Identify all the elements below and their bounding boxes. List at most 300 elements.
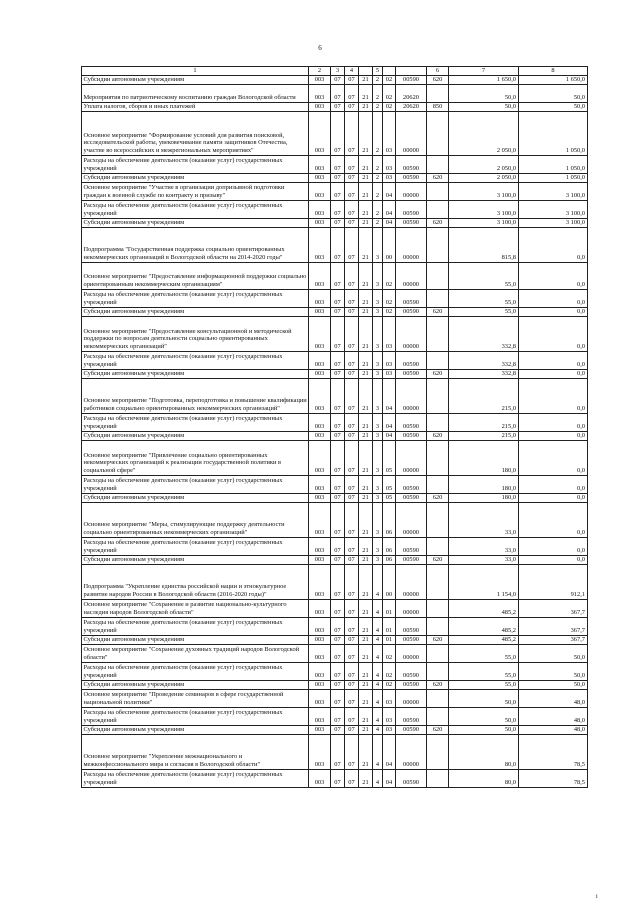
expense-type-cell [427, 769, 449, 787]
sum-2019-cell: 50,0 [449, 102, 519, 111]
sum-2019-cell: 180,0 [449, 440, 519, 475]
direction-cell: 00590 [396, 173, 427, 182]
program-cell: 21 [359, 218, 373, 227]
program-cell: 21 [359, 316, 373, 351]
sum-2020-cell: 50,0 [519, 662, 588, 680]
header-cell: 8 [519, 67, 588, 76]
sum-2020-cell: 0,0 [519, 307, 588, 316]
sum-2019-cell: 50,0 [449, 725, 519, 734]
section-cell: 07 [331, 378, 345, 413]
event-cell: 02 [383, 289, 396, 307]
admin-code-cell: 003 [309, 440, 331, 475]
admin-code-cell: 003 [309, 84, 331, 102]
event-cell: 04 [383, 431, 396, 440]
subprogram-cell: 4 [373, 680, 383, 689]
header-cell [383, 67, 396, 76]
sum-2019-cell: 80,0 [449, 769, 519, 787]
subprogram-cell: 2 [373, 155, 383, 173]
subprogram-cell: 3 [373, 493, 383, 502]
section-cell: 07 [331, 200, 345, 218]
program-cell: 21 [359, 440, 373, 475]
event-cell: 01 [383, 635, 396, 644]
event-cell: 02 [383, 644, 396, 662]
table-row [82, 84, 588, 102]
event-cell: 02 [383, 307, 396, 316]
name-cell: Основное мероприятие "Подготовка, переподготовка и повышение квалификации работников социально ориентированных некоммерческих организаций" [82, 378, 309, 413]
subsection-cell: 07 [345, 564, 359, 599]
sum-2020-cell: 1 050,0 [519, 173, 588, 182]
direction-cell: 00000 [396, 502, 427, 537]
sum-2019-cell: 3 100,0 [449, 200, 519, 218]
direction-cell: 00000 [396, 316, 427, 351]
admin-code-cell: 003 [309, 378, 331, 413]
name-cell: Субсидии автономным учреждениям [82, 307, 309, 316]
table-row [82, 644, 588, 662]
section-cell: 07 [331, 493, 345, 502]
table-row [82, 351, 588, 369]
subsection-cell: 07 [345, 182, 359, 200]
header-cell: 4 [345, 67, 359, 76]
expense-type-cell [427, 351, 449, 369]
sum-2019-cell: 55,0 [449, 262, 519, 289]
section-cell: 07 [331, 75, 345, 84]
sum-2019-cell: 1 154,0 [449, 564, 519, 599]
subprogram-cell: 3 [373, 262, 383, 289]
expense-type-cell [427, 289, 449, 307]
sum-2020-cell: 50,0 [519, 84, 588, 102]
expense-type-cell [427, 155, 449, 173]
name-cell: Субсидии автономным учреждениям [82, 173, 309, 182]
sum-2020-cell: 0,0 [519, 555, 588, 564]
expense-type-cell [427, 537, 449, 555]
name-cell: Субсидии автономным учреждениям [82, 75, 309, 84]
sum-2019-cell: 33,0 [449, 555, 519, 564]
admin-code-cell: 003 [309, 227, 331, 262]
table-row [82, 555, 588, 564]
section-cell: 07 [331, 555, 345, 564]
sum-2020-cell: 0,0 [519, 431, 588, 440]
table-row [82, 707, 588, 725]
expense-type-cell: 620 [427, 431, 449, 440]
sum-2020-cell: 3 100,0 [519, 182, 588, 200]
admin-code-cell: 003 [309, 369, 331, 378]
direction-cell: 00590 [396, 617, 427, 635]
sum-2019-cell: 215,0 [449, 378, 519, 413]
name-cell: Расходы на обеспечение деятельности (оказание услуг) государственных учреждений [82, 200, 309, 218]
program-cell: 21 [359, 769, 373, 787]
admin-code-cell: 003 [309, 75, 331, 84]
subprogram-cell: 4 [373, 707, 383, 725]
table-body [82, 67, 588, 788]
sum-2019-cell: 3 100,0 [449, 218, 519, 227]
header-cell: 6 [427, 67, 449, 76]
subprogram-cell: 3 [373, 555, 383, 564]
subsection-cell: 07 [345, 431, 359, 440]
expense-type-cell [427, 200, 449, 218]
event-cell: 03 [383, 155, 396, 173]
section-cell: 07 [331, 769, 345, 787]
subprogram-cell: 4 [373, 564, 383, 599]
subprogram-cell: 2 [373, 200, 383, 218]
name-cell: Основное мероприятие "Сохранение духовных традиций народов Вологодской области" [82, 644, 309, 662]
event-cell: 02 [383, 262, 396, 289]
program-cell: 21 [359, 413, 373, 431]
sum-2020-cell: 50,0 [519, 644, 588, 662]
expense-type-cell [427, 707, 449, 725]
admin-code-cell: 003 [309, 680, 331, 689]
section-cell: 07 [331, 289, 345, 307]
subprogram-cell: 3 [373, 475, 383, 493]
section-cell: 07 [331, 644, 345, 662]
admin-code-cell: 003 [309, 502, 331, 537]
section-cell: 07 [331, 182, 345, 200]
table-row [82, 680, 588, 689]
admin-code-cell: 003 [309, 555, 331, 564]
section-cell: 07 [331, 307, 345, 316]
expense-type-cell: 620 [427, 555, 449, 564]
admin-code-cell: 003 [309, 155, 331, 173]
direction-cell: 00000 [396, 262, 427, 289]
table-row [82, 662, 588, 680]
program-cell: 21 [359, 227, 373, 262]
expense-type-cell: 620 [427, 369, 449, 378]
table-row [82, 725, 588, 734]
event-cell: 03 [383, 111, 396, 155]
table-row [82, 413, 588, 431]
subprogram-cell: 3 [373, 227, 383, 262]
expense-type-cell: 620 [427, 218, 449, 227]
direction-cell: 00590 [396, 75, 427, 84]
section-cell: 07 [331, 369, 345, 378]
table-row [82, 173, 588, 182]
expense-type-cell [427, 617, 449, 635]
subsection-cell: 07 [345, 200, 359, 218]
table-row [82, 440, 588, 475]
name-cell: Основное мероприятие "Предоставление информационной поддержки социально ориентированным некоммерческим организациям" [82, 262, 309, 289]
name-cell: Основное мероприятие "Сохранение и развитие национально-культурного наследия народов Вологодской области" [82, 599, 309, 617]
expense-type-cell [427, 734, 449, 769]
expense-type-cell [427, 440, 449, 475]
direction-cell: 00590 [396, 725, 427, 734]
event-cell: 04 [383, 769, 396, 787]
expense-type-cell: 620 [427, 725, 449, 734]
program-cell: 21 [359, 369, 373, 378]
name-cell: Основное мероприятие "Участие в организации допризывной подготовки граждан к военной службе по контракту и призыву" [82, 182, 309, 200]
subsection-cell: 07 [345, 378, 359, 413]
event-cell: 00 [383, 564, 396, 599]
name-cell: Расходы на обеспечение деятельности (оказание услуг) государственных учреждений [82, 351, 309, 369]
subprogram-cell: 4 [373, 635, 383, 644]
expense-type-cell [427, 316, 449, 351]
sum-2020-cell: 0,0 [519, 502, 588, 537]
direction-cell: 00590 [396, 431, 427, 440]
sum-2019-cell: 3 100,0 [449, 182, 519, 200]
admin-code-cell: 003 [309, 662, 331, 680]
subprogram-cell: 3 [373, 369, 383, 378]
program-cell: 21 [359, 173, 373, 182]
table-row [82, 102, 588, 111]
table-row [82, 689, 588, 707]
expense-type-cell [427, 413, 449, 431]
subprogram-cell: 3 [373, 378, 383, 413]
expense-type-cell [427, 599, 449, 617]
subsection-cell: 07 [345, 102, 359, 111]
admin-code-cell: 003 [309, 111, 331, 155]
header-cell: 7 [449, 67, 519, 76]
admin-code-cell: 003 [309, 734, 331, 769]
admin-code-cell: 003 [309, 689, 331, 707]
admin-code-cell: 003 [309, 307, 331, 316]
direction-cell: 00000 [396, 644, 427, 662]
direction-cell: 00000 [396, 378, 427, 413]
expense-type-cell [427, 564, 449, 599]
subsection-cell: 07 [345, 635, 359, 644]
subprogram-cell: 3 [373, 440, 383, 475]
section-cell: 07 [331, 599, 345, 617]
table-row [82, 111, 588, 155]
subsection-cell: 07 [345, 440, 359, 475]
admin-code-cell: 003 [309, 635, 331, 644]
program-cell: 21 [359, 493, 373, 502]
sum-2020-cell: 48,0 [519, 689, 588, 707]
sum-2020-cell: 0,0 [519, 262, 588, 289]
event-cell: 03 [383, 707, 396, 725]
event-cell: 03 [383, 316, 396, 351]
sum-2020-cell: 50,0 [519, 680, 588, 689]
program-cell: 21 [359, 431, 373, 440]
name-cell: Расходы на обеспечение деятельности (оказание услуг) государственных учреждений [82, 289, 309, 307]
expense-type-cell: 620 [427, 307, 449, 316]
direction-cell: 00590 [396, 351, 427, 369]
event-cell: 04 [383, 218, 396, 227]
sum-2020-cell: 0,0 [519, 475, 588, 493]
admin-code-cell: 003 [309, 289, 331, 307]
admin-code-cell: 003 [309, 617, 331, 635]
expense-type-cell [427, 475, 449, 493]
subprogram-cell: 4 [373, 644, 383, 662]
header-cell: 5 [373, 67, 383, 76]
program-cell: 21 [359, 599, 373, 617]
event-cell: 04 [383, 378, 396, 413]
subsection-cell: 07 [345, 644, 359, 662]
expense-type-cell: 850 [427, 102, 449, 111]
expense-type-cell [427, 644, 449, 662]
direction-cell: 00590 [396, 537, 427, 555]
event-cell: 03 [383, 369, 396, 378]
event-cell: 06 [383, 502, 396, 537]
program-cell: 21 [359, 200, 373, 218]
name-cell: Расходы на обеспечение деятельности (оказание услуг) государственных учреждений [82, 413, 309, 431]
admin-code-cell: 003 [309, 218, 331, 227]
subsection-cell: 07 [345, 689, 359, 707]
section-cell: 07 [331, 111, 345, 155]
program-cell: 21 [359, 102, 373, 111]
header-cell [359, 67, 373, 76]
section-cell: 07 [331, 725, 345, 734]
expense-type-cell [427, 227, 449, 262]
admin-code-cell: 003 [309, 102, 331, 111]
sum-2019-cell: 80,0 [449, 734, 519, 769]
table-row [82, 635, 588, 644]
subprogram-cell: 4 [373, 617, 383, 635]
name-cell: Субсидии автономным учреждениям [82, 431, 309, 440]
program-cell: 21 [359, 537, 373, 555]
program-cell: 21 [359, 644, 373, 662]
direction-cell: 00000 [396, 227, 427, 262]
subsection-cell: 07 [345, 351, 359, 369]
event-cell: 03 [383, 173, 396, 182]
direction-cell: 00590 [396, 307, 427, 316]
section-cell: 07 [331, 707, 345, 725]
subsection-cell: 07 [345, 227, 359, 262]
section-cell: 07 [331, 262, 345, 289]
subprogram-cell: 4 [373, 689, 383, 707]
expense-type-cell [427, 182, 449, 200]
sum-2020-cell: 3 100,0 [519, 200, 588, 218]
name-cell: Расходы на обеспечение деятельности (оказание услуг) государственных учреждений [82, 475, 309, 493]
event-cell: 02 [383, 662, 396, 680]
admin-code-cell: 003 [309, 182, 331, 200]
table-row [82, 378, 588, 413]
sum-2019-cell: 180,0 [449, 475, 519, 493]
sum-2020-cell: 50,0 [519, 102, 588, 111]
sum-2020-cell: 78,5 [519, 734, 588, 769]
event-cell: 04 [383, 734, 396, 769]
section-cell: 07 [331, 734, 345, 769]
name-cell: Мероприятия по патриотическому воспитанию граждан Вологодской области [82, 84, 309, 102]
subsection-cell: 07 [345, 262, 359, 289]
program-cell: 21 [359, 725, 373, 734]
sum-2019-cell: 2 050,0 [449, 173, 519, 182]
program-cell: 21 [359, 378, 373, 413]
sum-2019-cell: 50,0 [449, 689, 519, 707]
program-cell: 21 [359, 182, 373, 200]
subsection-cell: 07 [345, 599, 359, 617]
subprogram-cell: 4 [373, 599, 383, 617]
section-cell: 07 [331, 680, 345, 689]
expense-type-cell [427, 262, 449, 289]
program-cell: 21 [359, 555, 373, 564]
section-cell: 07 [331, 440, 345, 475]
name-cell: Субсидии автономным учреждениям [82, 555, 309, 564]
table-row [82, 307, 588, 316]
table-row [82, 262, 588, 289]
admin-code-cell: 003 [309, 200, 331, 218]
admin-code-cell: 003 [309, 262, 331, 289]
event-cell: 02 [383, 75, 396, 84]
subsection-cell: 07 [345, 502, 359, 537]
subsection-cell: 07 [345, 289, 359, 307]
section-cell: 07 [331, 173, 345, 182]
sum-2019-cell: 332,8 [449, 369, 519, 378]
event-cell: 04 [383, 413, 396, 431]
sum-2020-cell: 0,0 [519, 378, 588, 413]
table-row [82, 734, 588, 769]
section-cell: 07 [331, 155, 345, 173]
event-cell: 01 [383, 599, 396, 617]
program-cell: 21 [359, 262, 373, 289]
admin-code-cell: 003 [309, 431, 331, 440]
sum-2020-cell: 912,1 [519, 564, 588, 599]
table-row [82, 769, 588, 787]
expense-type-cell: 620 [427, 680, 449, 689]
direction-cell: 00590 [396, 680, 427, 689]
direction-cell: 20620 [396, 84, 427, 102]
direction-cell: 00590 [396, 493, 427, 502]
sum-2020-cell: 0,0 [519, 440, 588, 475]
sum-2019-cell: 2 050,0 [449, 155, 519, 173]
expense-type-cell [427, 662, 449, 680]
section-cell: 07 [331, 102, 345, 111]
event-cell: 00 [383, 227, 396, 262]
subsection-cell: 07 [345, 493, 359, 502]
event-cell: 05 [383, 475, 396, 493]
subprogram-cell: 3 [373, 537, 383, 555]
subprogram-cell: 2 [373, 102, 383, 111]
sum-2020-cell: 0,0 [519, 289, 588, 307]
table-row [82, 564, 588, 599]
sum-2020-cell: 0,0 [519, 493, 588, 502]
direction-cell: 00000 [396, 599, 427, 617]
table-row [82, 182, 588, 200]
name-cell: Расходы на обеспечение деятельности (оказание услуг) государственных учреждений [82, 617, 309, 635]
name-cell: Субсидии автономным учреждениям [82, 369, 309, 378]
subsection-cell: 07 [345, 617, 359, 635]
expense-type-cell: 620 [427, 635, 449, 644]
program-cell: 21 [359, 734, 373, 769]
name-cell: Расходы на обеспечение деятельности (оказание услуг) государственных учреждений [82, 537, 309, 555]
section-cell: 07 [331, 316, 345, 351]
subsection-cell: 07 [345, 662, 359, 680]
name-cell: Субсидии автономным учреждениям [82, 725, 309, 734]
table-row [82, 289, 588, 307]
direction-cell: 00000 [396, 689, 427, 707]
table-row [82, 316, 588, 351]
subsection-cell: 07 [345, 769, 359, 787]
subprogram-cell: 4 [373, 769, 383, 787]
direction-cell: 00590 [396, 475, 427, 493]
subprogram-cell: 2 [373, 75, 383, 84]
event-cell: 02 [383, 680, 396, 689]
section-cell: 07 [331, 84, 345, 102]
expense-type-cell [427, 111, 449, 155]
sum-2020-cell: 48,0 [519, 707, 588, 725]
sum-2019-cell: 55,0 [449, 662, 519, 680]
name-cell: Подпрограмма "Укрепление единства российской нации и этнокультурное развитие народов России в Вологодской области (2016-2020 годы)" [82, 564, 309, 599]
program-cell: 21 [359, 502, 373, 537]
section-cell: 07 [331, 218, 345, 227]
event-cell: 05 [383, 440, 396, 475]
admin-code-cell: 003 [309, 537, 331, 555]
table-row [82, 155, 588, 173]
name-cell: Расходы на обеспечение деятельности (оказание услуг) государственных учреждений [82, 769, 309, 787]
event-cell: 06 [383, 555, 396, 564]
name-cell: Субсидии автономным учреждениям [82, 493, 309, 502]
admin-code-cell: 003 [309, 725, 331, 734]
admin-code-cell: 003 [309, 475, 331, 493]
table-row [82, 537, 588, 555]
admin-code-cell: 003 [309, 173, 331, 182]
sum-2019-cell: 485,2 [449, 599, 519, 617]
subprogram-cell: 4 [373, 662, 383, 680]
subprogram-cell: 3 [373, 307, 383, 316]
sum-2019-cell: 33,0 [449, 537, 519, 555]
direction-cell: 00590 [396, 289, 427, 307]
direction-cell: 00000 [396, 734, 427, 769]
subsection-cell: 07 [345, 413, 359, 431]
section-cell: 07 [331, 635, 345, 644]
direction-cell: 00590 [396, 635, 427, 644]
